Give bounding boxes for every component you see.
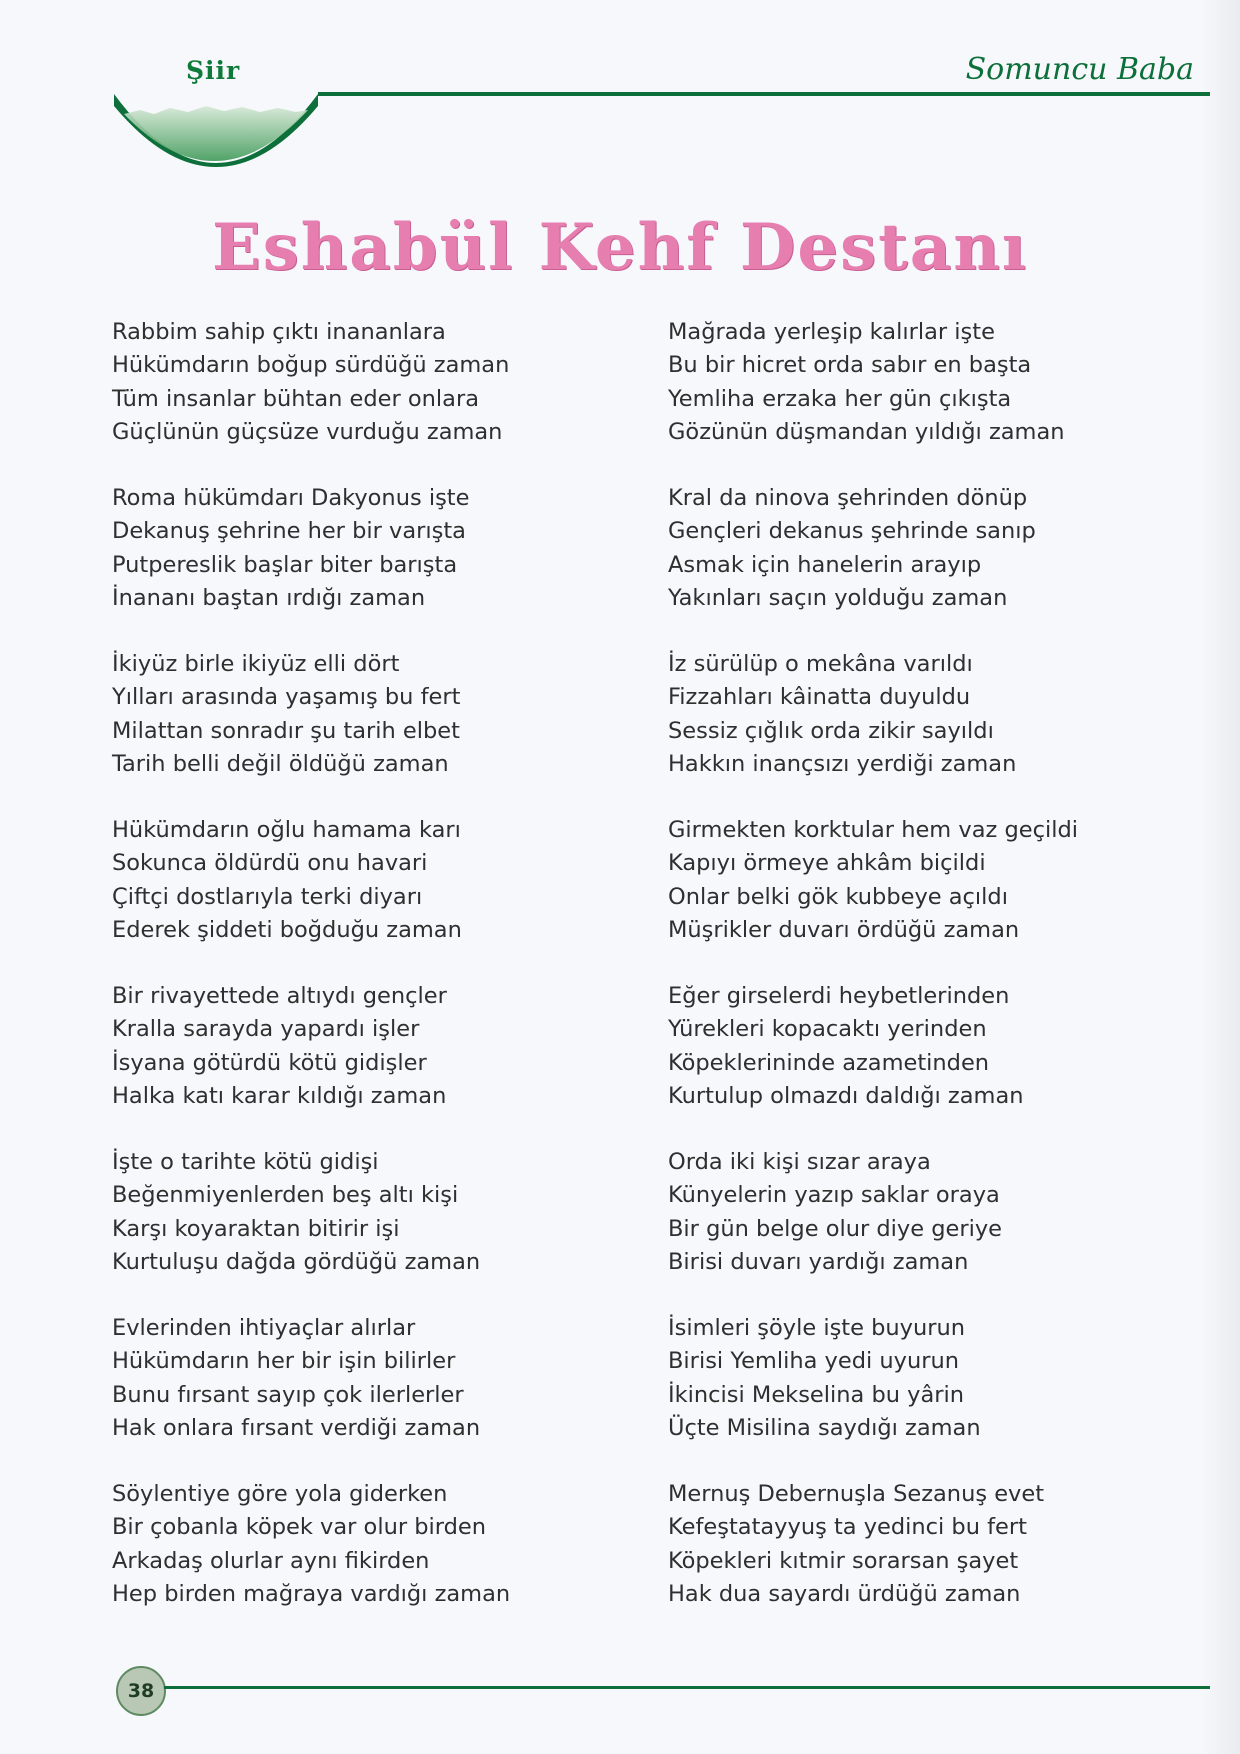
verse-line: Tüm insanlar bühtan eder onlara	[112, 385, 480, 412]
section-label: Şiir	[186, 56, 241, 85]
poem-column-left	[112, 316, 612, 1644]
magazine-name: Somuncu Baba	[965, 52, 1194, 87]
stanza	[668, 1478, 1168, 1644]
verse-line: Karşı koyaraktan bitirir işi	[112, 1215, 400, 1242]
verse-line: Bu bir hicret orda sabır en başta	[668, 352, 1032, 379]
verse-line: İz sürülüp o mekâna varıldı	[668, 651, 973, 677]
verse-line: Roma hükümdarı Dakyonus işte	[112, 485, 470, 511]
verse-line: Bir gün belge olur diye geriye	[668, 1215, 1003, 1242]
stanza	[668, 648, 1168, 814]
verse-line: Tarih belli değil öldüğü zaman	[112, 750, 449, 777]
verse-line: Yılları arasında yaşamış bu fert	[112, 684, 461, 711]
verse-line: Kral da ninova şehrinden dönüp	[668, 485, 1028, 511]
stanza	[668, 980, 1168, 1146]
verse-line: Birisi duvarı yardığı zaman	[668, 1248, 969, 1275]
verse-line: Rabbim sahip çıktı inananlara	[112, 319, 446, 345]
poem-title: Eshabül Kehf Destanı	[211, 210, 1029, 285]
verse-line: Hakkın inançsızı yerdiği zaman	[668, 750, 1017, 777]
poem-column-right	[668, 316, 1168, 1644]
verse-line: Dekanuş şehrine her bir varışta	[112, 518, 466, 545]
verse-line: İşte o tarihte kötü gidişi	[112, 1149, 379, 1175]
verse-line: Hükümdarın her bir işin bilirler	[112, 1348, 456, 1375]
verse-line: Kurtuluşu dağda gördüğü zaman	[112, 1248, 481, 1275]
verse-line: Hep birden mağraya vardığı zaman	[112, 1580, 511, 1607]
verse-line: Onlar belki gök kubbeye açıldı	[668, 883, 1008, 910]
verse-line: Hak onlara fırsant verdiği zaman	[112, 1414, 481, 1441]
stanza	[112, 316, 612, 482]
stanza	[668, 482, 1168, 648]
verse-line: Köpekleri kıtmir sorarsan şayet	[668, 1547, 1019, 1574]
verse-line: Asmak için hanelerin arayıp	[668, 551, 982, 578]
verse-line: İsyana götürdü kötü gidişler	[112, 1049, 427, 1076]
verse-line: Üçte Misilina saydığı zaman	[668, 1414, 981, 1441]
verse-line: Eğer girselerdi heybetlerinden	[668, 983, 1010, 1009]
stanza	[668, 814, 1168, 980]
stanza	[112, 648, 612, 814]
verse-line: Sokunca öldürdü onu havari	[112, 850, 428, 877]
verse-line: Arkadaş olurlar aynı fikirden	[112, 1547, 430, 1574]
verse-line: Fizzahları kâinatta duyuldu	[668, 684, 971, 711]
stanza	[668, 1312, 1168, 1478]
verse-line: Hükümdarın boğup sürdüğü zaman	[112, 352, 510, 379]
verse-line: Söylentiye göre yola giderken	[112, 1481, 448, 1507]
stanza	[112, 482, 612, 648]
verse-line: Bir rivayettede altıydı gençler	[112, 983, 447, 1009]
verse-line: Ederek şiddeti boğduğu zaman	[112, 916, 462, 943]
page-number: 38	[127, 1680, 155, 1702]
verse-line: Hak dua sayardı ürdüğü zaman	[668, 1580, 1021, 1607]
verse-line: Orda iki kişi sızar araya	[668, 1149, 931, 1175]
stanza	[668, 1146, 1168, 1312]
verse-line: Bir çobanla köpek var olur birden	[112, 1514, 487, 1541]
verse-line: Kralla sarayda yapardı işler	[112, 1016, 420, 1043]
verse-line: İsimleri şöyle işte buyurun	[668, 1315, 966, 1341]
verse-line: Gözünün düşmandan yıldığı zaman	[668, 418, 1065, 445]
verse-line: Bunu fırsant sayıp çok ilerlerler	[112, 1381, 464, 1408]
verse-line: Mağrada yerleşip kalırlar işte	[668, 319, 995, 345]
stanza	[112, 1478, 612, 1644]
stanza	[112, 980, 612, 1146]
verse-line: Güçlünün güçsüze vurduğu zaman	[112, 418, 503, 445]
verse-line: İkiyüz birle ikiyüz elli dört	[112, 651, 400, 677]
verse-line: Kefeştatayyuş ta yedinci bu fert	[668, 1514, 1027, 1541]
verse-line: Mernuş Debernuşla Sezanuş evet	[668, 1481, 1045, 1507]
stanza	[112, 1312, 612, 1478]
verse-line: Köpeklerininde azametinden	[668, 1049, 990, 1076]
verse-line: Sessiz çığlık orda zikir sayıldı	[668, 717, 994, 744]
verse-line: Künyelerin yazıp saklar oraya	[668, 1182, 1000, 1209]
verse-line: Putpereslik başlar biter barışta	[112, 551, 458, 578]
footer-rule	[164, 1686, 1210, 1689]
verse-line: Evlerinden ihtiyaçlar alırlar	[112, 1315, 416, 1341]
verse-line: İnananı baştan ırdığı zaman	[112, 584, 426, 611]
verse-line: Yakınları saçın yolduğu zaman	[668, 584, 1008, 611]
verse-line: Çiftçi dostlarıyla terki diyarı	[112, 883, 423, 910]
stanza	[112, 1146, 612, 1312]
verse-line: Birisi Yemliha yedi uyurun	[668, 1348, 959, 1375]
header-emblem-arc	[110, 92, 322, 170]
verse-line: Milattan sonradır şu tarih elbet	[112, 717, 460, 744]
verse-line: Yürekleri kopacaktı yerinden	[668, 1016, 987, 1043]
header-rule	[318, 92, 1210, 96]
verse-line: Hükümdarın oğlu hamama karı	[112, 817, 461, 843]
stanza	[668, 316, 1168, 482]
verse-line: Halka katı karar kıldığı zaman	[112, 1082, 447, 1109]
verse-line: Yemliha erzaka her gün çıkışta	[668, 385, 1012, 412]
verse-line: İkincisi Mekselina bu yârin	[668, 1381, 965, 1408]
verse-line: Girmekten korktular hem vaz geçildi	[668, 817, 1078, 843]
verse-line: Beğenmiyenlerden beş altı kişi	[112, 1182, 459, 1209]
verse-line: Kurtulup olmazdı daldığı zaman	[668, 1082, 1024, 1109]
stanza	[112, 814, 612, 980]
verse-line: Kapıyı örmeye ahkâm biçildi	[668, 850, 986, 877]
verse-line: Gençleri dekanus şehrinde sanıp	[668, 518, 1036, 545]
verse-line: Müşrikler duvarı ördüğü zaman	[668, 916, 1020, 943]
page-number-badge	[116, 1666, 166, 1716]
